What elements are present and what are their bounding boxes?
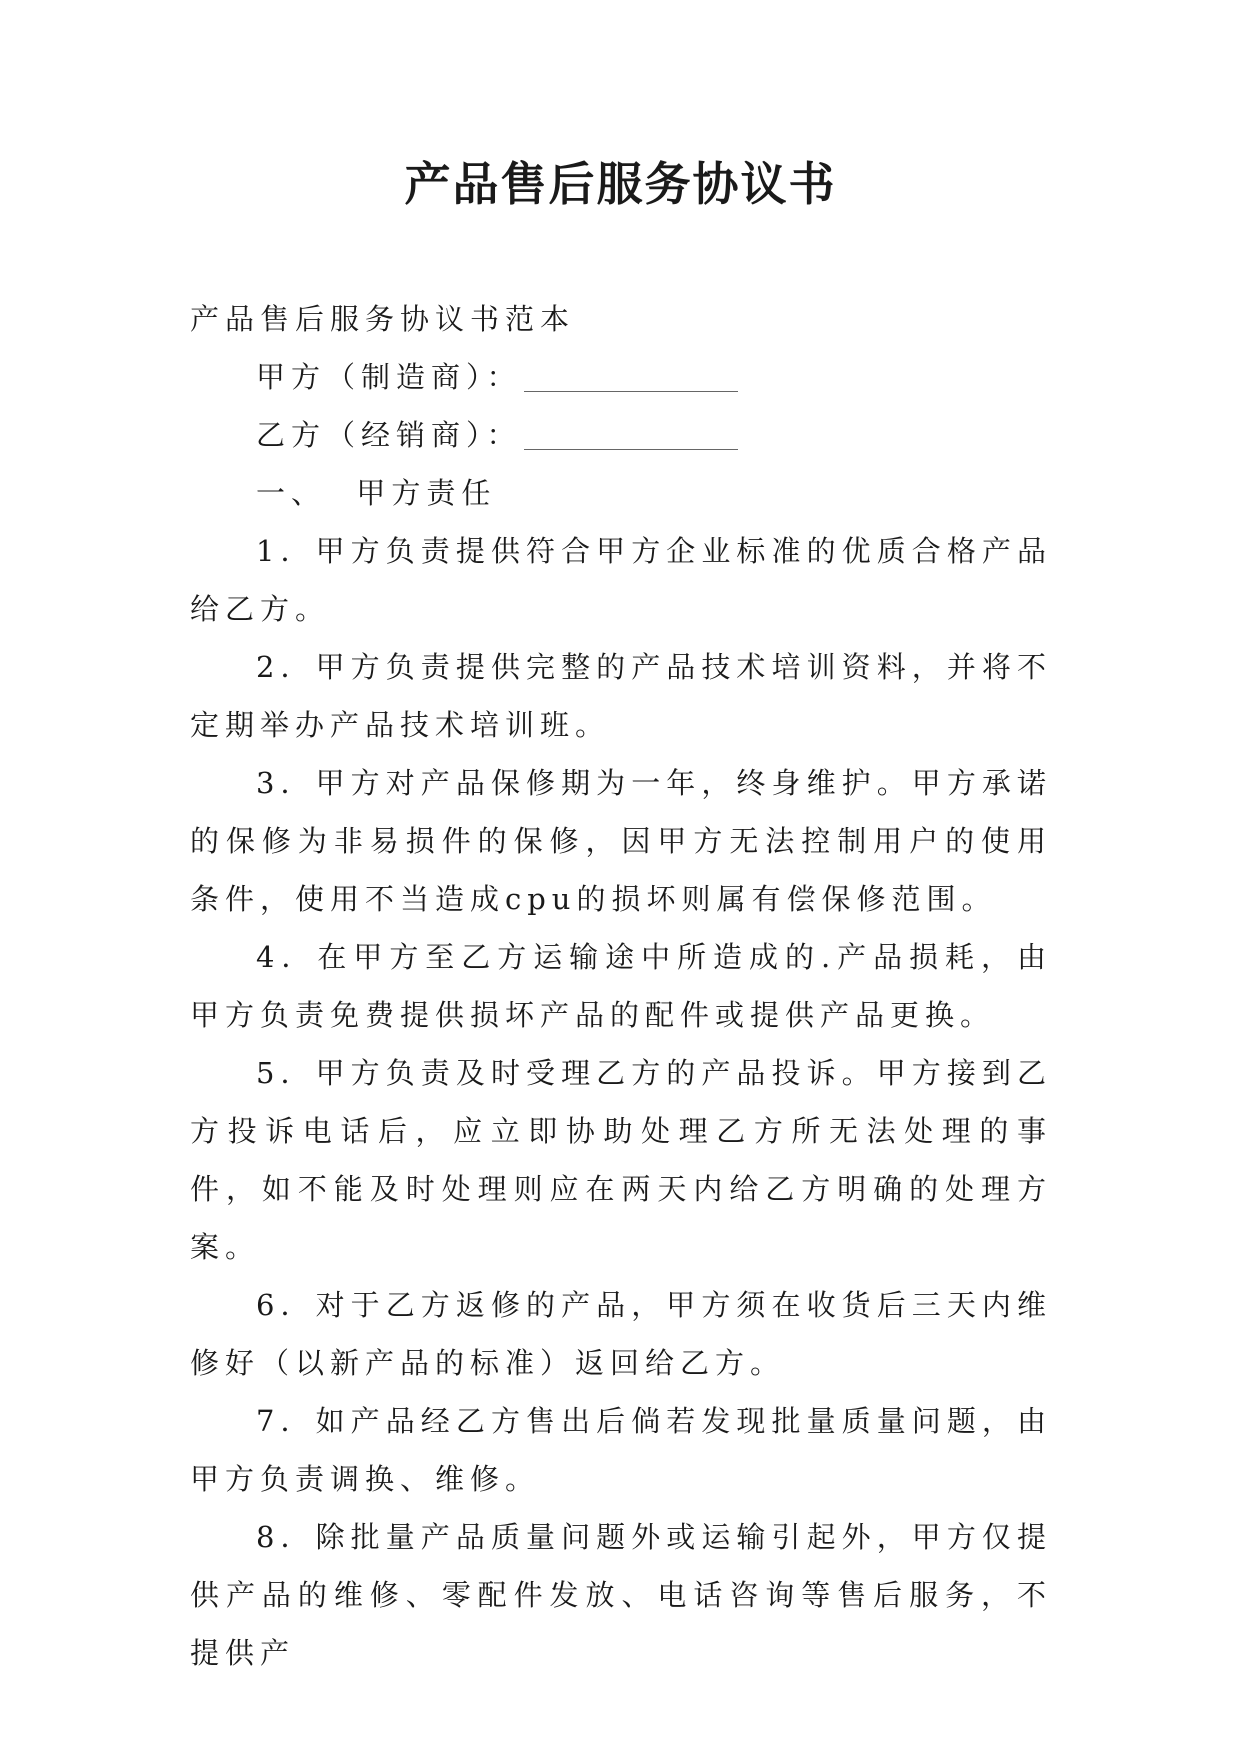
clause-item: 8．除批量产品质量问题外或运输引起外，甲方仅提供产品的维修、零配件发放、电话咨询等售后服务，不提供产 bbox=[190, 1520, 1052, 1670]
party-b-label: 乙方（经销商）： bbox=[256, 418, 522, 452]
clause-item: 1．甲方负责提供符合甲方企业标准的优质合格产品给乙方。 bbox=[190, 534, 1052, 626]
party-a-blank bbox=[524, 390, 738, 392]
clause-item: 6．对于乙方返修的产品，甲方须在收货后三天内维修好（以新产品的标准）返回给乙方。 bbox=[190, 1288, 1052, 1380]
document-body bbox=[190, 290, 1052, 1682]
party-a-line bbox=[190, 348, 1052, 406]
party-b-blank bbox=[524, 448, 738, 450]
clause-item: 7．如产品经乙方售出后倘若发现批量质量问题，由甲方负责调换、维修。 bbox=[190, 1404, 1052, 1496]
clause-item: 5．甲方负责及时受理乙方的产品投诉。甲方接到乙方投诉电话后，应立即协助处理乙方所无法处理的事件，如不能及时处理则应在两天内给乙方明确的处理方案。 bbox=[190, 1056, 1052, 1264]
clause-item: 2．甲方负责提供完整的产品技术培训资料，并将不定期举办产品技术培训班。 bbox=[190, 650, 1052, 742]
party-b-line bbox=[190, 406, 1052, 464]
clause-item: 4．在甲方至乙方运输途中所造成的.产品损耗，由甲方负责免费提供损坏产品的配件或提供产品更换。 bbox=[190, 940, 1052, 1032]
document-subtitle: 产品售后服务协议书范本 bbox=[190, 302, 576, 336]
section-heading: 一、 甲方责任 bbox=[256, 476, 497, 510]
party-a-label: 甲方（制造商）： bbox=[256, 360, 522, 394]
document-title: 产品售后服务协议书 bbox=[404, 157, 837, 211]
clause-item: 3．甲方对产品保修期为一年，终身维护。甲方承诺的保修为非易损件的保修，因甲方无法控制用户的使用条件，使用不当造成cpu的损坏则属有偿保修范围。 bbox=[190, 766, 1052, 916]
